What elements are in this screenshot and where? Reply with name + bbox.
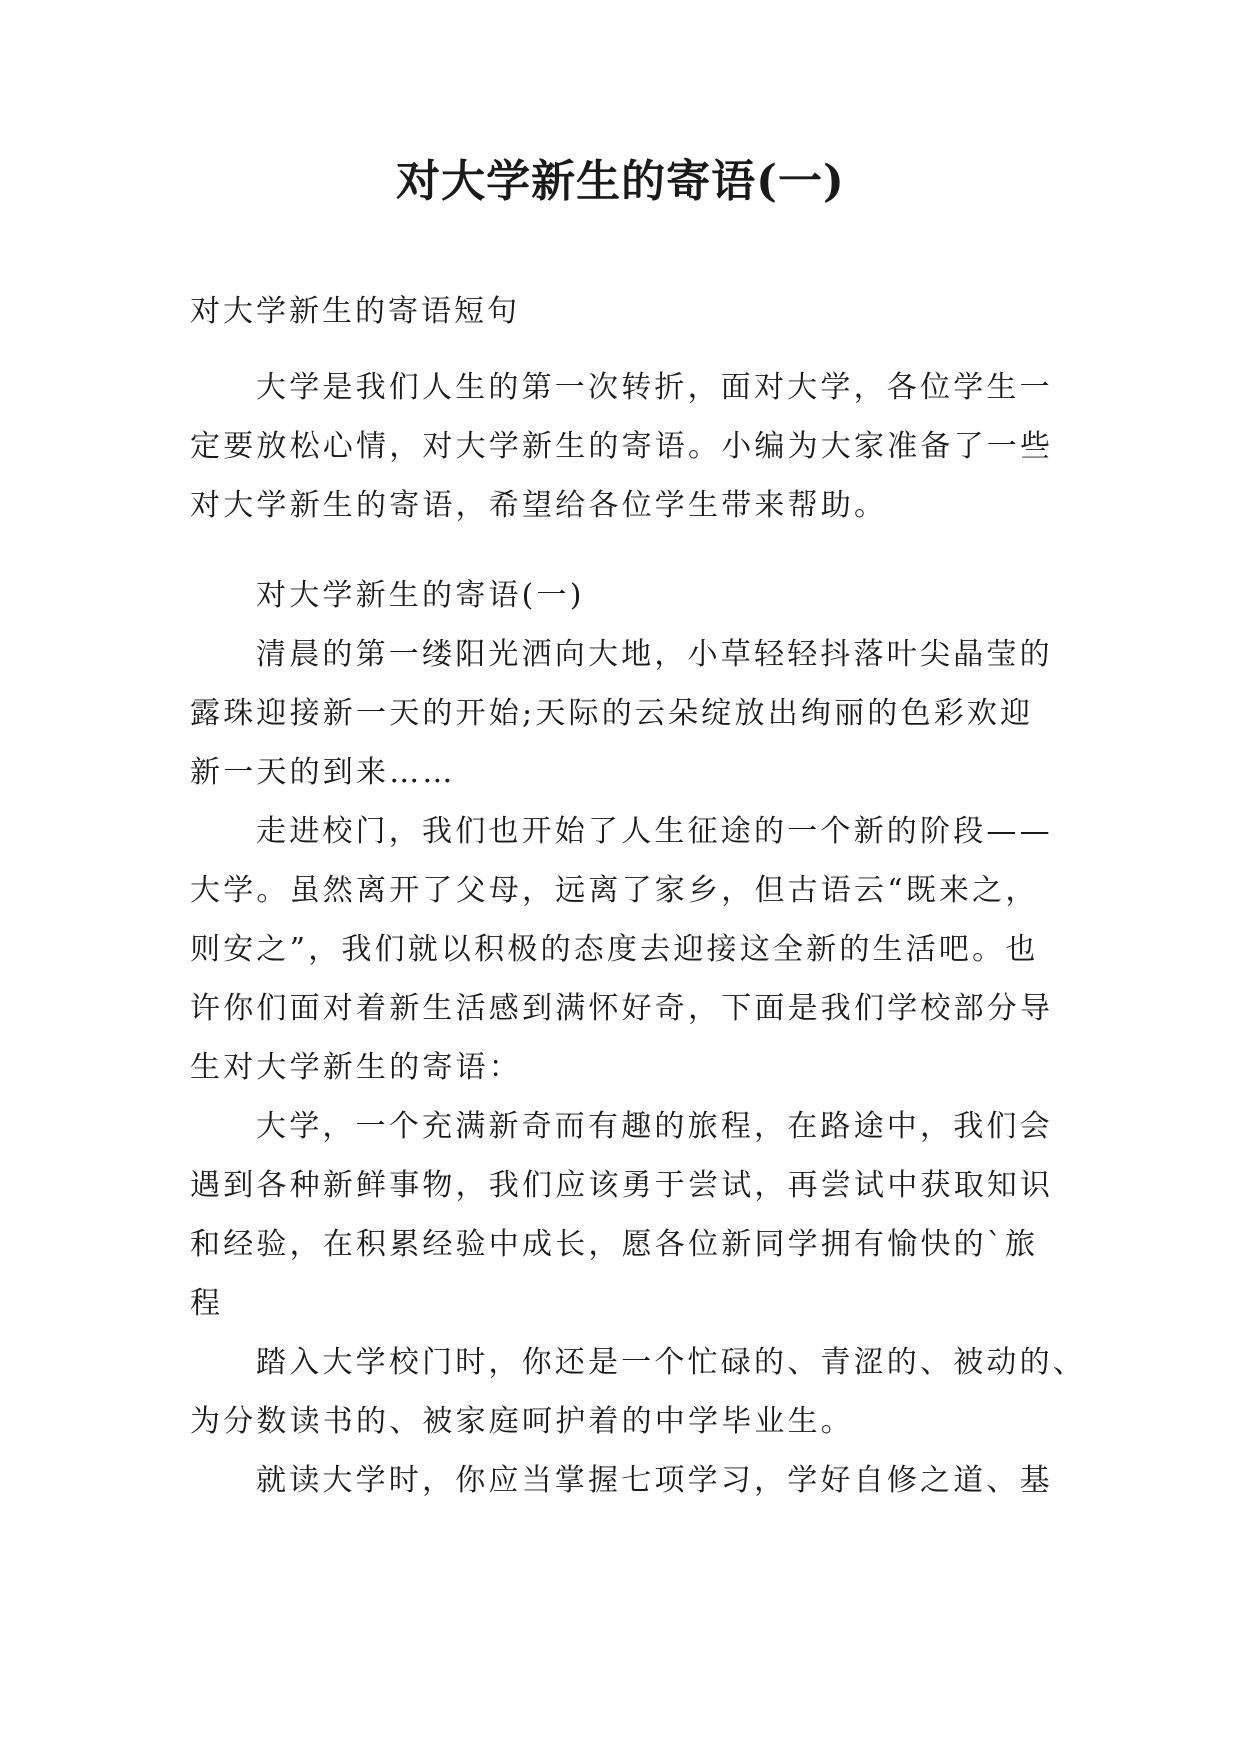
text-line: 大学，一个充满新奇而有趣的旅程，在路途中，我们会 xyxy=(256,1109,1053,1144)
document-subtitle: 对大学新生的寄语短句 xyxy=(190,294,520,329)
section-heading: 对大学新生的寄语(一) xyxy=(256,578,585,613)
text-line: 遇到各种新鲜事物，我们应该勇于尝试，再尝试中获取知识 xyxy=(190,1168,1054,1203)
text-line: 大学是我们人生的第一次转折，面对大学，各位学生一 xyxy=(256,370,1053,405)
paragraph xyxy=(190,625,1070,802)
text-line: 踏入大学校门时，你还是一个忙碌的、青涩的、被动的、 xyxy=(256,1345,1086,1380)
paragraph xyxy=(190,1333,1086,1451)
text-line: 对大学新生的寄语，希望给各位学生带来帮助。 xyxy=(190,488,888,523)
text-line: 定要放松心情，对大学新生的寄语。小编为大家准备了一些 xyxy=(190,429,1054,464)
paragraph xyxy=(190,802,1070,1097)
paragraph xyxy=(190,1451,1070,1510)
text-line: 清晨的第一缕阳光洒向大地，小草轻轻抖落叶尖晶莹的 xyxy=(256,637,1053,672)
intro-paragraph xyxy=(190,358,1070,535)
text-line: 就读大学时，你应当掌握七项学习，学好自修之道、基 xyxy=(256,1463,1053,1498)
text-line: 大学。虽然离开了父母，远离了家乡，但古语云“既来之， xyxy=(190,873,1039,908)
text-line: 新一天的到来…… xyxy=(190,755,456,790)
text-line: 程 xyxy=(190,1286,224,1321)
paragraph xyxy=(190,1097,1070,1333)
text-line: 和经验，在积累经验中成长，愿各位新同学拥有愉快的`旅 xyxy=(190,1227,1039,1262)
text-line: 生对大学新生的寄语： xyxy=(190,1050,522,1085)
text-line: 露珠迎接新一天的开始;天际的云朵绽放出绚丽的色彩欢迎 xyxy=(190,696,1034,731)
text-line: 则安之”，我们就以积极的态度去迎接这全新的生活吧。也 xyxy=(190,932,1039,967)
section-body xyxy=(190,566,1086,1510)
text-line: 为分数读书的、被家庭呵护着的中学毕业生。 xyxy=(190,1404,854,1439)
document-title: 对大学新生的寄语(一) xyxy=(396,156,845,207)
text-line: 许你们面对着新生活感到满怀好奇，下面是我们学校部分导 xyxy=(190,991,1054,1026)
text-line: 走进校门，我们也开始了人生征途的一个新的阶段—— xyxy=(256,814,1053,849)
